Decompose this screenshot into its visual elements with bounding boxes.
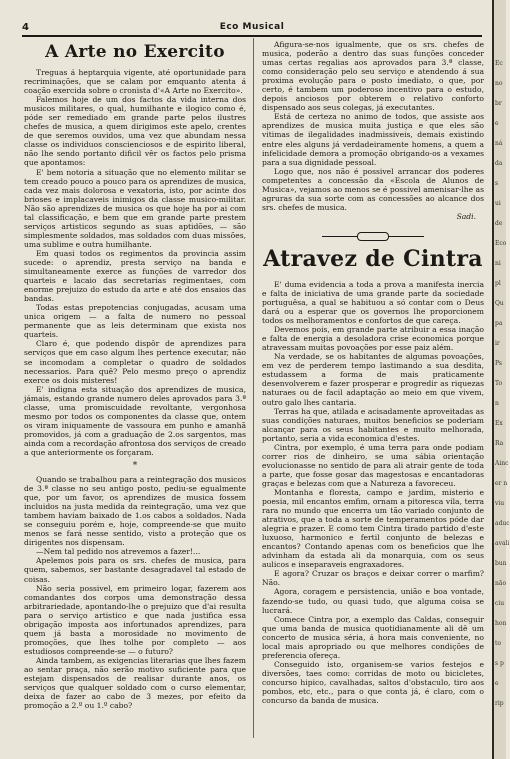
edge-text-fragment: n [495, 400, 499, 407]
edge-text-fragment: s p [495, 660, 504, 667]
paragraph: Todas estas prepotencias conjugadas, acusam uma unica origem — a falta de numero no pessoal permanente que as leis determinam que exista nos quarteis. [24, 303, 246, 340]
paragraph: Na verdade, se os habitantes de algumas povoações, em vez de perderem tempo lastimando a sua desdita, estudassem a forma de mais praticamente desenvolverem e fazer prosperar e progredir as riquezas naturaes ou de facil adaptação ao meio em que vivem, outro galo lhes cantaria. [262, 352, 484, 407]
page-header [22, 22, 482, 36]
paragraph: Cintra, por exemplo, é uma terra para onde podiam correr rios de dinheiro, se uma sábia orientação evolucionasse no sentido de para ali atrair gente de toda a parte, que fosse gosar das magestosas e encantadoras graças e belezas com que a Natureza a favoreceu. [262, 442, 484, 488]
edge-text-fragment: to [495, 640, 502, 647]
paragraph: Terras ha que, atilada e acisadamente aproveitadas as suas condições naturaes, muitos beneficios se poderiam alcançar para os seus habitantes e muito melhorada, portanto, seria a vida economica d'estes. [262, 406, 484, 443]
paragraph: Logo que, nos não é possivel arrancar dos poderes competentes a concessão da «Escola de Alunos de Musica», vejamos ao menos se é possivel amenisar-lhe as agruras da sua sorte com as concessões ao alcance dos srs. chefes de musica. [262, 166, 484, 212]
edge-text-fragment: no [495, 80, 503, 87]
paragraph: Quando se trabalhou para a reintegração dos musicos de 3.ª classe no seu antigo posto, pediu-se egualmente que, por um favor, os aprendizes de musica fossem incluidos na justa medida da reintegração, uma vez que tambem haviam baixado de 1.os cabos a soldados. Nada se conseguiu porém e, hoje, compreende-se que muito menos se fará nesse sentido, visto a proteção que os dirigentes nos dispensam. [24, 475, 246, 548]
author-signature: Sadi. [456, 211, 476, 221]
edge-text-fragment: e [495, 680, 499, 687]
edge-text-fragment: ciu [495, 600, 505, 607]
paragraph: Devemos pois, em grande parte atribuir a essa inação e falta de energia a desoladora crise economica porque atravessam muitas povoações por esse paiz além. [262, 325, 484, 353]
paragraph: Não seria possivel, em primeiro logar, fazerem aos comandantes dos corpos uma demonstração dessa arbitrariedade, apontando-lhe o prejuizo que d'ai resulta para o serviço artistico e que nada justifica essa obrigação imposta aos infortunados aprendizes, para quem já basta a morosidade no movimento de promoções, que lhes tolhe por completo — aos estudiosos compreende-se — o futuro? [24, 583, 246, 656]
paragraph: E' indigna esta situação dos aprendizes de musica, jámais, estando grande numero deles aprovados para 3.ª classe, uma promiscuidade revoltante, vergonhosa mesmo por todos os componentes da classe que, ontem os viram iniquamente de vassoura em punho e amanhã promovidos, já com a graduação de 2.os sargentos, mas ainda com a recordação afrontosa dos serviços de creado a que anteriormente os forçaram. [24, 384, 246, 457]
edge-text-fragment: bun [495, 560, 507, 567]
paragraph: E' duma evidencia a toda a prova a manifesta inercia e falta de iniciativa de uma grande parte da sociedade portuguêsa, a qual se habituou a só contar com o Deus dará ou a esperar que os governos lhe proporcionem todos os melhoramentos e confortos de que careça. [262, 279, 484, 326]
paragraph: Conseguido isto, organisem-se varios festejos e diversões, taes como: corridas de moto ou bicicletes, concurso hipico, cavalhadas, saltos d'obstaculo, tiro aos pombos, etc, etc., para o que conta já, é claro, com o concurso da banda de musica. [262, 659, 484, 706]
edge-text-fragment: rip [495, 700, 504, 707]
right-column [262, 40, 484, 705]
edge-text-fragment: pl [495, 280, 501, 287]
article-title-arte-exercito: A Arte no Exercito [45, 42, 225, 62]
header-rule [22, 35, 482, 37]
edge-text-fragment: Ainc [495, 460, 509, 467]
edge-text-fragment: er n [495, 480, 508, 487]
edge-text-fragment: e [495, 120, 499, 127]
paragraph: Claro é, que podendo dispôr de aprendizes para serviços que em caso algum lhes pertence executar, não se incomodam a completar o quadro de soldados necessarios. Para quê? Pelo mesmo preço o aprendiz exerce os dois misteres! [24, 339, 246, 385]
edge-text-fragment: ni [495, 260, 501, 267]
paragraph: Falemos hoje de um dos factos da vida interna dos musicos militares, o qual, humilhante e ilogico como é, póde ser remediado em grande parte pelos ilustres chefes de musica, a quem dirigimos este apelo, crentes de que seremos ouvidos, uma vez que abundam nessa classe os individuos conscienciosos e de espirito liberal, não lhe sendo portanto dificil vêr os factos pelo prisma que apontamos: [24, 95, 246, 168]
left-column [24, 40, 246, 710]
edge-text-fragment: de [495, 220, 503, 227]
paragraph: Ainda tambem, as exigencias literarias que lhes fazem ao sentar praça, não serão motivo suficiente para que estejam dispensados de realisar durante anos, os serviços que qualquer soldado com o curso elementar, deixa de fazer ao cabo de 3 mezes, por efeito da promoção a 2.º ou 1.º cabo? [24, 655, 246, 711]
next-page-edge [494, 0, 510, 759]
paragraph: Apelemos pois para os srs. chefes de musica, para quem, sabemos, ser bastante desagradavel tal estado de coisas. [24, 556, 246, 584]
paragraph: —Nem tal pedido nos atrevemos a fazer!... [36, 547, 201, 557]
edge-text-fragment: Ra [495, 440, 504, 447]
section-separator: * [132, 461, 138, 472]
edge-text-fragment: ná [495, 140, 503, 147]
edge-text-fragment: avali [495, 540, 510, 547]
paragraph: Agora, coragem e persistencia, união e boa vontade, fazendo-se tudo, ou quasi tudo, que alguma coisa se lucrará. [262, 587, 484, 615]
page-number: 4 [22, 22, 29, 33]
edge-text-fragment: Ex [495, 420, 503, 427]
edge-text-fragment: ui [495, 200, 501, 207]
paragraph: E' bem notoria a situação que no elemento militar se tem creado pouco a pouco para os aprendizes de musica, cada vez mais dolorosa e vexatoria, isto, por acinte dos brioses e implacaveis inimigos da classe musico-militar. Não são aprendizes de musica os que hoje ha por ai com tal classificação, e bem que em grande parte prestem serviços artisticos segundo as suas aptidões, — são simplesmente soldados, mas soldados com duas missões, uma sublime e outra humilhante. [24, 167, 246, 249]
paragraph: E agora? Cruzar os braços e deixar correr o marfim? Não. [262, 569, 484, 588]
edge-text-fragment: ir [495, 340, 500, 347]
edge-text-fragment: Ps [495, 360, 502, 367]
paragraph: Montanha e floresta, campo e jardim, misterio e poesia, mil encantos emfim, ornam a pitoresca vila, terra rara no mundo que encerra um tão variado conjunto de atrativos, que a toda a sorte de temperamentos póde dar alegria e prazer. E como tem Cintra tirado partido d'este luxuoso, harmonico e fertil conjunto de belezas e encantos? Contando apenas com os beneficios que lhe advinham da estada ali da monarquia, com os seus aulicos e inseparaveis engraxadores. [262, 487, 484, 570]
edge-text-fragment: To [495, 380, 503, 387]
edge-text-fragment: aduc [495, 520, 510, 527]
edge-text-fragment: pa [495, 320, 503, 327]
ornament-center [357, 232, 389, 241]
paragraph: Em quasi todos os regimentos da provincia assim sucede: o aprendiz, presta serviço na banda e simultaneamente exerce as funções de varredor dos quarteis e lacaio das secretarias regimentaes, com enorme prejuizo do estudo da arte e até dos ensaios das bandas. [24, 248, 246, 304]
edge-text-fragment: da [495, 160, 503, 167]
edge-text-fragment: Qu [495, 300, 504, 307]
edge-text-fragment: br [495, 100, 502, 107]
edge-text-fragment: s [495, 180, 499, 187]
ornament-line-left [322, 236, 357, 237]
edge-text-fragment: viu [495, 500, 505, 507]
edge-text-fragment: Eco [495, 240, 507, 247]
paragraph: Está de certeza no animo de todos, que assiste aos aprendizes de musica muita justiça e que eles são vitimas de ilegalidades inadmissiveis, demais existindo entre eles alguns já verdadeiramente homens, a quem a infelicidade demora a promoção obrigando-os a vexames para a sua dignidade pessoal. [262, 112, 484, 167]
ornamental-divider [262, 232, 484, 242]
ornament-line-right [389, 236, 424, 237]
paragraph: Comece Cintra por, a exemplo das Caldas, conseguir que uma banda de musica quotidianamente ali dê um concerto de musica séria, á hora mais conveniente, no local mais apropriado ou que melhores condições de preferencia ofereça. [262, 614, 484, 660]
paragraph: Afigura-se-nos igualmente, que os srs. chefes de musica, poderão a dentro das suas funções conceder umas certas regalias aos aprovados para 3.ª classe, como consideração pelo seu serviço e atendendo á sua proxima evolução para o posto imediato, o que, por certo, é tambem um poderoso incentivo para o estudo, depois anciosos por obterem o relativo conforto dispensado aos seus colegas, já executantes. [262, 40, 484, 113]
paragraph: Treguas á heptarquia vigente, até oportunidade para recriminações, que se calam por emquanto atenta á coação exercida sobre o cronista d'«A Arte no Exercito». [24, 68, 246, 96]
journal-title: Eco Musical [219, 22, 285, 32]
edge-text-fragment: hon [495, 620, 507, 627]
article-title-atravez-cintra: Atravez de Cintra [263, 245, 483, 272]
edge-text-fragment: Ec [495, 60, 503, 67]
edge-text-fragment: não [495, 580, 507, 587]
column-divider [253, 38, 254, 738]
